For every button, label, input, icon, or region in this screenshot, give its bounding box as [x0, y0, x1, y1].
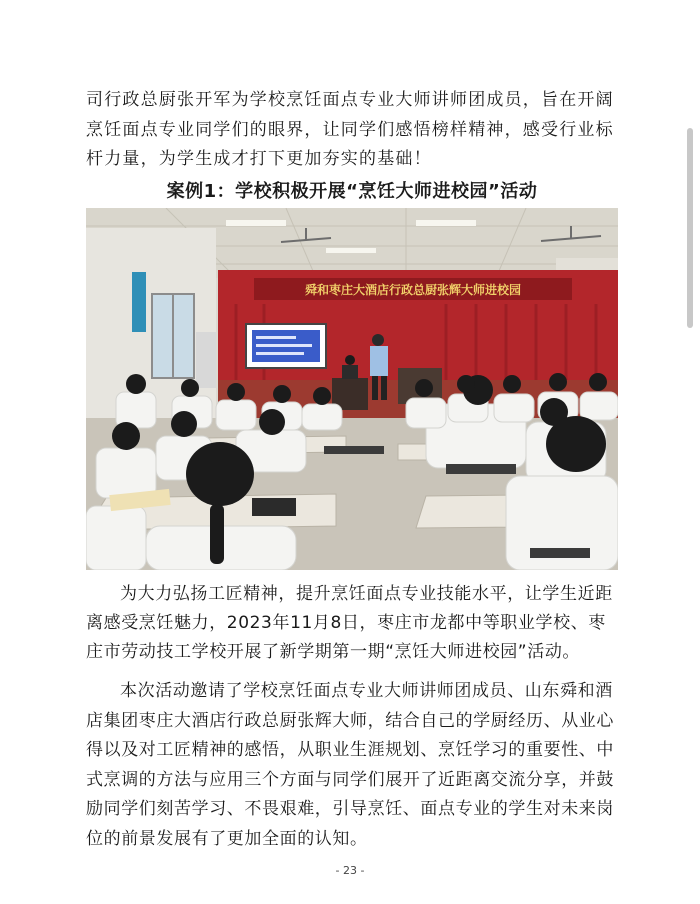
- scrollbar[interactable]: [687, 128, 693, 328]
- classroom-photo: [86, 208, 618, 570]
- intro-paragraph: 司行政总厨张开军为学校烹饪面点专业大师讲师团成员，旨在开阔烹饪面点专业同学们的眼界，让同学们感悟榜样精神，感受行业标杆力量，为学生成才打下更加夯实的基础！: [86, 90, 614, 169]
- photo-banner-text: 舜和枣庄大酒店行政总厨张辉大师进校园: [304, 283, 522, 297]
- body-paragraph-2: 本次活动邀请了学校烹饪面点专业大师讲师团成员、山东舜和酒店集团枣庄大酒店行政总厨张辉大师，结合自己的学厨经历、从业心得以及对工匠精神的感悟，从职业生涯规划、烹饪学习的重要性、中式烹调的方法与应用三个方面与同学们展开了近距离交流分享，并鼓励同学们刻苦学习、不畏艰难，引导烹饪、面点专业的学生对未来岗位的前景发展有了更加全面的认知。: [86, 681, 614, 849]
- body-paragraph-1: 为大力弘扬工匠精神，提升烹饪面点专业技能水平，让学生近距离感受烹饪魅力，2023年11月8日，枣庄市龙都中等职业学校、枣庄市劳动技工学校开展了新学期第一期“烹饪大师进校园”活动。: [86, 584, 613, 662]
- case-title: 案例1：学校积极开展“烹饪大师进校园”活动: [166, 181, 538, 202]
- page-number: - 23 -: [335, 864, 365, 877]
